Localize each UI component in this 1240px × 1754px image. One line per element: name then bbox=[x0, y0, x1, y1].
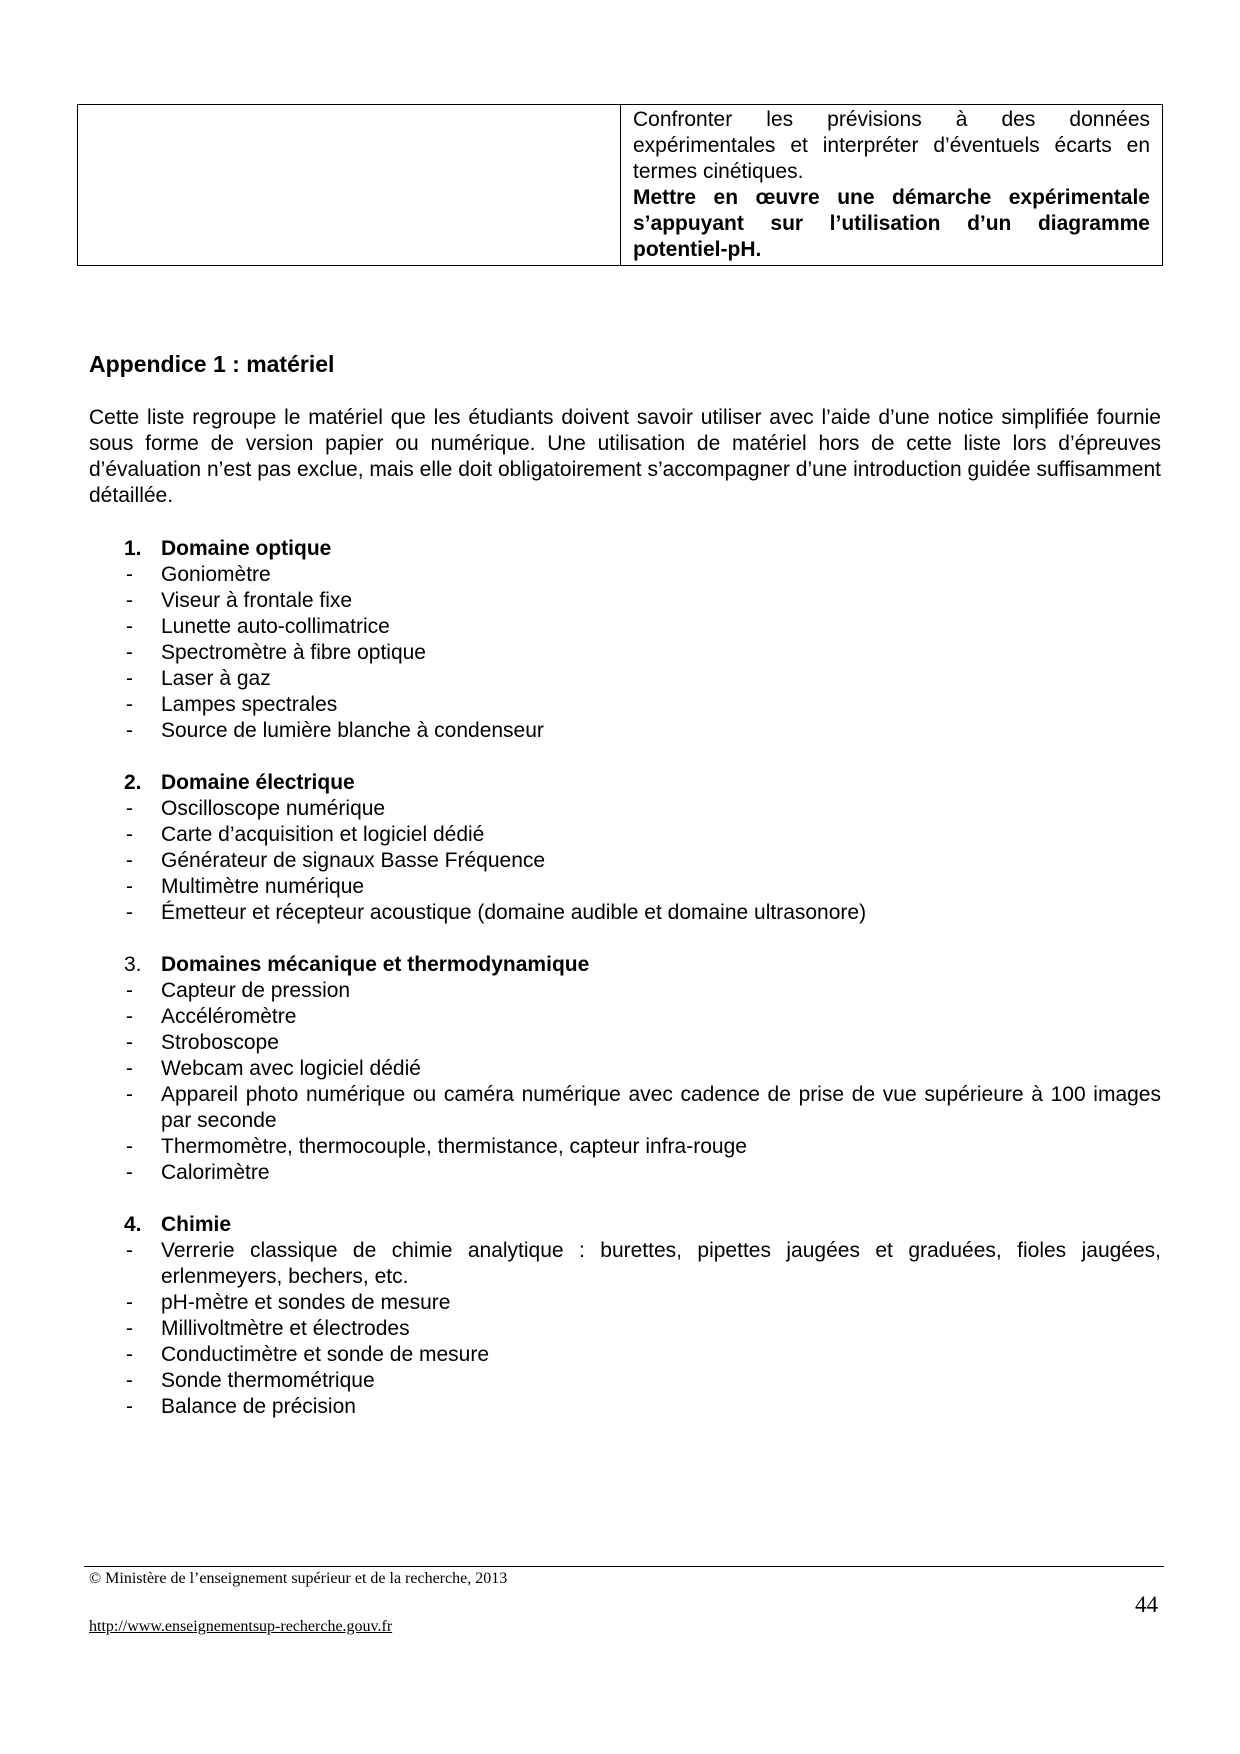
list-item: - Webcam avec logiciel dédié bbox=[126, 1057, 421, 1080]
list-item: - Balance de précision bbox=[126, 1395, 356, 1418]
list-item: - Goniomètre bbox=[126, 563, 271, 586]
section-heading bbox=[89, 952, 1161, 978]
appendix-title: Appendice 1 : matériel bbox=[89, 351, 335, 377]
section-number: 4. bbox=[124, 1213, 142, 1236]
list-item: - Générateur de signaux Basse Fréquence bbox=[126, 849, 546, 872]
footer-divider bbox=[84, 1566, 1164, 1567]
section-title: Domaine électrique bbox=[161, 771, 355, 794]
section-optique bbox=[89, 536, 1161, 744]
list-item: - Spectromètre à fibre optique bbox=[126, 641, 426, 664]
section-title: Domaines mécanique et thermodynamique bbox=[161, 953, 590, 976]
section-heading bbox=[89, 536, 1161, 562]
section-number: 3. bbox=[124, 953, 142, 976]
equipment-list bbox=[89, 536, 1161, 1446]
list-item: - Lunette auto-collimatrice bbox=[126, 615, 390, 638]
item-list bbox=[89, 978, 1161, 1186]
section-title: Chimie bbox=[161, 1213, 232, 1236]
item-list bbox=[89, 1238, 1161, 1420]
list-item: - Verrerie classique de chimie analytique : burettes, pipettes jaugées et graduées, fioles jaugées, erlenmeyers, bechers, etc. bbox=[126, 1239, 1161, 1288]
cell-bold-text: Mettre en œuvre une démarche expérimentale s’appuyant sur l’utilisation d’un diagramme potentiel-pH. bbox=[633, 186, 1150, 261]
list-item: - Conductimètre et sonde de mesure bbox=[126, 1343, 490, 1366]
list-item: - Émetteur et récepteur acoustique (domaine audible et domaine ultrasonore) bbox=[126, 901, 867, 924]
list-item: - Oscilloscope numérique bbox=[126, 797, 386, 820]
section-electrique bbox=[89, 770, 1161, 926]
section-mecanique-thermodynamique bbox=[89, 952, 1161, 1186]
section-chimie bbox=[89, 1212, 1161, 1420]
appendix-intro: Cette liste regroupe le matériel que les étudiants doivent savoir utiliser avec l’aide d’une notice simplifiée fournie sous forme de version papier ou numérique. Une utilisation de matériel hors de cette liste lors d’épreuves d’évaluation n’est pas exclue, mais elle doit obligatoirement s’accompagner d’une introduction guidée suffisamment détaillée. bbox=[89, 406, 1161, 507]
item-list bbox=[89, 562, 1161, 744]
item-list bbox=[89, 796, 1161, 926]
list-item: - Source de lumière blanche à condenseur bbox=[126, 719, 544, 742]
list-item: - Accéléromètre bbox=[126, 1005, 297, 1028]
list-item: - Viseur à frontale fixe bbox=[126, 589, 353, 612]
list-item: - Laser à gaz bbox=[126, 667, 271, 690]
table-cell-empty bbox=[78, 105, 621, 266]
list-item: - Calorimètre bbox=[126, 1161, 270, 1184]
list-item: - pH-mètre et sondes de mesure bbox=[126, 1291, 451, 1314]
list-item: - Capteur de pression bbox=[126, 979, 351, 1002]
list-item: - Thermomètre, thermocouple, thermistance, capteur infra-rouge bbox=[126, 1135, 747, 1158]
section-title: Domaine optique bbox=[161, 537, 332, 560]
list-item: - Millivoltmètre et électrodes bbox=[126, 1317, 410, 1340]
competency-table bbox=[77, 104, 1163, 266]
section-number: 2. bbox=[124, 771, 142, 794]
table-row bbox=[78, 105, 1163, 266]
list-item: - Appareil photo numérique ou caméra numérique avec cadence de prise de vue supérieure à 100 images par seconde bbox=[126, 1083, 1161, 1132]
list-item: - Multimètre numérique bbox=[126, 875, 365, 898]
list-item: - Carte d’acquisition et logiciel dédié bbox=[126, 823, 485, 846]
cell-normal-text: Confronter les prévisions à des données expérimentales et interpréter d’éventuels écarts en termes cinétiques. bbox=[633, 108, 1150, 183]
footer-link[interactable]: http://www.enseignementsup-recherche.gouv.fr bbox=[89, 1618, 393, 1635]
page-number: 44 bbox=[1135, 1592, 1158, 1617]
section-heading bbox=[89, 1212, 1161, 1238]
section-number: 1. bbox=[124, 537, 142, 560]
footer-copyright: © Ministère de l’enseignement supérieur et de la recherche, 2013 bbox=[89, 1570, 508, 1587]
table-cell-text bbox=[621, 105, 1163, 266]
section-heading bbox=[89, 770, 1161, 796]
list-item: - Lampes spectrales bbox=[126, 693, 338, 716]
list-item: - Sonde thermométrique bbox=[126, 1369, 375, 1392]
list-item: - Stroboscope bbox=[126, 1031, 279, 1054]
